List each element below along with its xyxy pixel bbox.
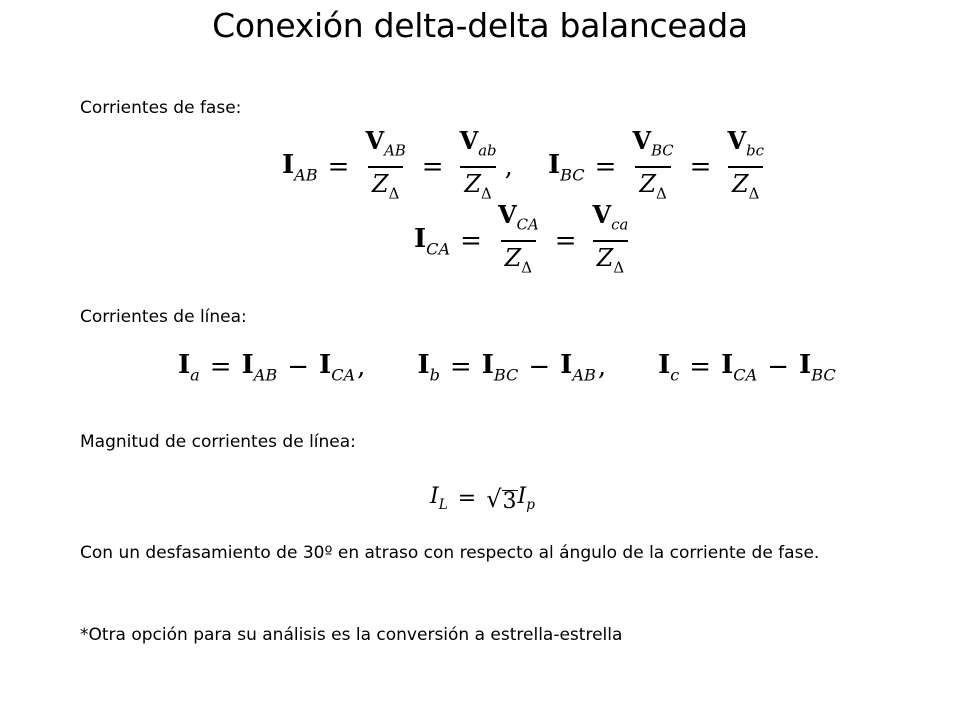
fraction: $\frac{V_{ab}}{Z_\Delta}$ (456, 128, 501, 206)
phase-lag-note: Con un desfasamiento de 30º en atraso con respecto al ángulo de la corriente de fase. (80, 543, 820, 563)
lhs-symbol: $I_{CA}$ (414, 224, 451, 259)
fraction: $\frac{V_{bc}}{Z_\Delta}$ (723, 128, 767, 206)
magnitude-label: Magnitud de corrientes de línea: (80, 432, 356, 452)
line-current-a-equation: $I_a$ = $I_{AB}$ − $I_{CA}$ , (178, 350, 366, 385)
phase-current-ab-equation: $I_{AB}$ = $\frac{V_{AB}}{Z_\Delta}$ = $\frac{V_{ab}}{Z_\Delta}$ , (282, 128, 513, 206)
lhs-symbol: $I_{AB}$ (282, 150, 318, 185)
line-current-b-equation: $I_b$ = $I_{BC}$ − $I_{AB}$ , (417, 350, 607, 385)
phase-current-ca-equation: $I_{CA}$ = $\frac{V_{CA}}{Z_\Delta}$ = $\frac{V_{ca}}{Z_\Delta}$ (414, 202, 634, 280)
line-current-magnitude-equation: $I_L$ = √ 3 $I_p$ (430, 484, 535, 514)
fraction: $\frac{V_{BC}}{Z_\Delta}$ (628, 128, 677, 206)
alternative-analysis-note: *Otra opción para su análisis es la conversión a estrella-estrella (80, 625, 623, 645)
fraction: $\frac{V_{AB}}{Z_\Delta}$ (361, 128, 409, 206)
line-currents-label: Corrientes de línea: (80, 307, 247, 327)
line-current-c-equation: $I_c$ = $I_{CA}$ − $I_{BC}$ (658, 350, 836, 385)
fraction: $\frac{V_{CA}}{Z_\Delta}$ (494, 202, 543, 280)
lhs-symbol: $I_{BC}$ (548, 150, 585, 185)
fraction: $\frac{V_{ca}}{Z_\Delta}$ (588, 202, 632, 280)
phase-current-bc-equation: $I_{BC}$ = $\frac{V_{BC}}{Z_\Delta}$ = $\frac{V_{bc}}{Z_\Delta}$ (548, 128, 770, 206)
slide-title: Conexión delta-delta balanceada (212, 6, 748, 45)
square-root: √ 3 (486, 484, 517, 514)
phase-currents-label: Corrientes de fase: (80, 98, 242, 118)
line-currents-equations (178, 350, 836, 384)
